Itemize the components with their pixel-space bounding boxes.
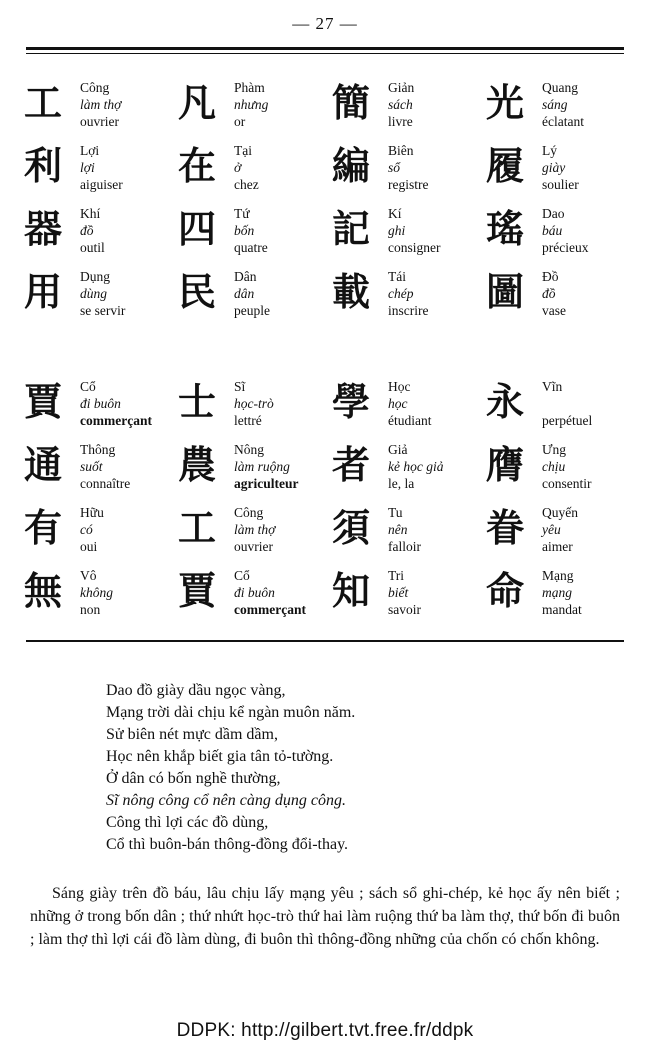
gloss — [80, 141, 123, 193]
french-translation: savoir — [388, 602, 421, 617]
vietnamese-meaning: không — [80, 585, 113, 600]
vietnamese-meaning: yêu — [542, 522, 561, 537]
vietnamese-meaning: giày — [542, 160, 566, 175]
vocab-entry — [178, 503, 332, 566]
page-number: — 27 — — [292, 14, 358, 33]
chinese-character: 賈 — [24, 380, 63, 424]
sino-vietnamese-reading: Kí — [388, 206, 402, 221]
french-translation: lettré — [234, 413, 262, 428]
gloss — [80, 267, 125, 319]
gloss — [388, 141, 428, 193]
sino-vietnamese-reading: Tri — [388, 568, 405, 583]
poem-line: Mạng trời dài chịu kể ngàn muôn năm. — [106, 704, 356, 721]
sino-vietnamese-reading: Học — [388, 379, 411, 394]
vietnamese-meaning: bốn — [234, 223, 255, 238]
vietnamese-meaning: ghi — [388, 223, 406, 238]
chinese-character: 學 — [332, 380, 371, 424]
vocab-entry — [24, 440, 178, 503]
chinese-character: 工 — [178, 506, 217, 550]
french-translation: vase — [542, 303, 566, 318]
chinese-character: 通 — [24, 443, 63, 487]
vocab-entry — [24, 503, 178, 566]
vocab-entry — [24, 141, 178, 204]
french-translation: aimer — [542, 539, 573, 554]
vocab-entry — [332, 440, 486, 503]
sino-vietnamese-reading: Tu — [388, 505, 403, 520]
vocab-entry — [178, 267, 332, 330]
sino-vietnamese-reading: Quyến — [542, 505, 578, 520]
french-translation: peuple — [234, 303, 270, 318]
vocab-entry — [486, 503, 640, 566]
gloss — [388, 440, 443, 492]
gloss — [388, 377, 432, 429]
vietnamese-meaning: làm thợ — [234, 522, 276, 537]
vocab-entry — [178, 204, 332, 267]
french-translation: falloir — [388, 539, 421, 554]
gloss — [542, 78, 584, 130]
chinese-character: 用 — [24, 270, 63, 314]
vietnamese-meaning: sổ — [388, 160, 401, 175]
gloss — [80, 503, 104, 555]
vocab-block-2 — [24, 377, 634, 629]
sino-vietnamese-reading: Sĩ — [234, 379, 246, 394]
vocab-entry — [332, 377, 486, 440]
vietnamese-meaning: suốt — [80, 459, 103, 474]
chinese-character: 履 — [486, 144, 525, 188]
vietnamese-meaning: lợi — [80, 160, 95, 175]
vietnamese-meaning: chịu — [542, 459, 566, 474]
gloss — [542, 204, 588, 256]
french-translation: inscrire — [388, 303, 429, 318]
sino-vietnamese-reading: Tứ — [234, 206, 250, 221]
chinese-character: 有 — [24, 506, 63, 550]
chinese-character: 載 — [332, 270, 371, 314]
poem-line: Học nên khắp biết gia tân tỏ-tường. — [106, 748, 334, 765]
chinese-character: 記 — [332, 207, 371, 251]
chinese-character: 永 — [486, 380, 525, 424]
top-rule-thin — [26, 53, 624, 54]
chinese-character: 利 — [24, 144, 63, 188]
commentary-paragraph: Sáng giày trên đồ báu, lâu chịu lấy mạng yêu ; sách sổ ghi-chép, kẻ học ấy nên biết ; những ở trong bốn dân ; thứ nhứt học-trò thứ hai làm ruộng thứ ba làm thợ, thứ bốn đi buôn ; làm thợ thì lợi cái đồ làm dùng, đi buôn thì thông-đồng những của chốn có chốn không. — [30, 885, 620, 948]
vocab-entry — [178, 78, 332, 141]
sino-vietnamese-reading: Biên — [388, 143, 414, 158]
french-translation: consentir — [542, 476, 592, 491]
gloss — [542, 377, 592, 429]
gloss — [388, 78, 414, 130]
french-translation: ouvrier — [80, 114, 119, 129]
french-translation: connaître — [80, 476, 131, 491]
vietnamese-meaning: đồ — [80, 223, 94, 238]
vocab-entry — [24, 78, 178, 141]
sino-vietnamese-reading: Cổ — [80, 379, 96, 394]
poem — [106, 680, 355, 856]
vocab-entry — [486, 78, 640, 141]
vocab-entry — [486, 267, 640, 330]
vietnamese-meaning: sáng — [542, 97, 568, 112]
gloss — [234, 141, 259, 193]
gloss — [542, 503, 578, 555]
gloss — [234, 267, 270, 319]
sino-vietnamese-reading: Nông — [234, 442, 264, 457]
sino-vietnamese-reading: Thông — [80, 442, 116, 457]
chinese-character: 命 — [486, 569, 525, 613]
french-translation: soulier — [542, 177, 579, 192]
vocab-entry — [178, 566, 332, 629]
sino-vietnamese-reading: Đồ — [542, 269, 559, 284]
french-translation: se servir — [80, 303, 126, 318]
vocab-entry — [24, 204, 178, 267]
gloss — [234, 204, 268, 256]
vietnamese-meaning: chép — [388, 286, 414, 301]
sino-vietnamese-reading: Quang — [542, 80, 578, 95]
sino-vietnamese-reading: Cổ — [234, 568, 250, 583]
vietnamese-meaning: đi buôn — [234, 585, 275, 600]
gloss — [234, 78, 268, 130]
vocab-entry — [24, 267, 178, 330]
vietnamese-meaning: có — [80, 522, 93, 537]
vietnamese-meaning: mạng — [542, 585, 572, 600]
gloss — [388, 204, 440, 256]
vietnamese-meaning: học-trò — [234, 396, 274, 411]
gloss — [542, 440, 592, 492]
vocab-block-1 — [24, 78, 634, 330]
gloss — [80, 566, 113, 618]
sino-vietnamese-reading: Mạng — [542, 568, 574, 583]
chinese-character: 膺 — [486, 443, 525, 487]
chinese-character: 在 — [178, 144, 217, 188]
french-translation: livre — [388, 114, 413, 129]
gloss — [388, 267, 428, 319]
vietnamese-meaning: đồ — [542, 286, 556, 301]
chinese-character: 工 — [24, 81, 63, 125]
french-translation: registre — [388, 177, 429, 192]
chinese-character: 須 — [332, 506, 371, 550]
footer-url: DDPK: http://gilbert.tvt.free.fr/ddpk — [176, 1020, 474, 1041]
middle-rule — [26, 640, 624, 642]
french-translation: commerçant — [80, 413, 152, 428]
sino-vietnamese-reading: Lý — [542, 143, 557, 158]
gloss — [234, 566, 306, 618]
chinese-character: 凡 — [178, 81, 217, 125]
vocab-entry — [24, 566, 178, 629]
chinese-character: 士 — [178, 380, 217, 424]
vietnamese-meaning: nên — [388, 522, 408, 537]
vocab-entry — [486, 566, 640, 629]
chinese-character: 者 — [332, 443, 371, 487]
gloss — [388, 566, 421, 618]
french-translation: mandat — [542, 602, 582, 617]
poem-line: Sĩ nông công cổ nên càng dụng công. — [106, 792, 346, 809]
vietnamese-meaning: đi buôn — [80, 396, 121, 411]
poem-line: Sử biên nét mực dầm dầm, — [106, 726, 278, 743]
vietnamese-meaning: báu — [542, 223, 563, 238]
vietnamese-meaning: sách — [388, 97, 413, 112]
french-translation: outil — [80, 240, 105, 255]
french-translation: perpétuel — [542, 413, 593, 428]
sino-vietnamese-reading: Dụng — [80, 269, 110, 284]
vietnamese-meaning: nhưng — [234, 97, 269, 112]
chinese-character: 四 — [178, 207, 217, 251]
gloss — [234, 377, 274, 429]
gloss — [80, 78, 121, 130]
chinese-character: 眷 — [486, 506, 525, 550]
vocab-entry — [332, 566, 486, 629]
gloss — [234, 503, 275, 555]
french-translation: précieux — [542, 240, 589, 255]
chinese-character: 瑤 — [486, 207, 525, 251]
french-translation: le, la — [388, 476, 415, 491]
vocab-entry — [332, 78, 486, 141]
vocab-entry — [178, 141, 332, 204]
chinese-character: 無 — [24, 569, 63, 613]
chinese-character: 器 — [24, 207, 63, 251]
vocab-entry — [178, 377, 332, 440]
sino-vietnamese-reading: Tái — [388, 269, 406, 284]
poem-line: Ở dân có bốn nghề thường, — [106, 770, 281, 787]
sino-vietnamese-reading: Dân — [234, 269, 257, 284]
vocab-entry — [178, 440, 332, 503]
french-translation: oui — [80, 539, 98, 554]
poem-line: Công thì lợi các đồ dùng, — [106, 814, 269, 831]
gloss — [542, 141, 579, 193]
gloss — [80, 204, 105, 256]
vocab-entry — [486, 440, 640, 503]
chinese-character: 賈 — [178, 569, 217, 613]
vocab-entry — [332, 204, 486, 267]
chinese-character: 簡 — [332, 81, 371, 125]
sino-vietnamese-reading: Dao — [542, 206, 565, 221]
vietnamese-meaning: ở — [234, 160, 242, 175]
vocab-entry — [24, 377, 178, 440]
sino-vietnamese-reading: Vô — [80, 568, 97, 583]
sino-vietnamese-reading: Vĩn — [542, 379, 563, 394]
gloss — [234, 440, 298, 492]
french-translation: agriculteur — [234, 476, 299, 491]
sino-vietnamese-reading: Hữu — [80, 505, 104, 520]
gloss — [80, 440, 130, 492]
french-translation: ouvrier — [234, 539, 273, 554]
chinese-character: 知 — [332, 569, 371, 613]
gloss — [542, 566, 582, 618]
vietnamese-meaning — [542, 395, 592, 412]
sino-vietnamese-reading: Phàm — [234, 80, 265, 95]
french-translation: consigner — [388, 240, 441, 255]
chinese-character: 農 — [178, 443, 217, 487]
french-translation: non — [80, 602, 101, 617]
sino-vietnamese-reading: Tại — [234, 143, 252, 158]
chinese-character: 編 — [332, 144, 371, 188]
gloss — [542, 267, 566, 319]
french-translation: quatre — [234, 240, 268, 255]
french-translation: aiguiser — [80, 177, 123, 192]
vietnamese-meaning: làm ruộng — [234, 459, 290, 474]
vocab-grid-2 — [24, 377, 634, 629]
vietnamese-meaning: kẻ học giả — [388, 459, 444, 474]
top-rule-thick — [26, 47, 624, 50]
sino-vietnamese-reading: Lợi — [80, 143, 100, 158]
sino-vietnamese-reading: Giản — [388, 80, 415, 95]
vietnamese-meaning: dùng — [80, 286, 107, 301]
french-translation: éclatant — [542, 114, 584, 129]
vocab-entry — [332, 503, 486, 566]
sino-vietnamese-reading: Khí — [80, 206, 101, 221]
vocab-grid-1 — [24, 78, 634, 330]
vietnamese-meaning: học — [388, 396, 408, 411]
gloss — [80, 377, 152, 429]
vietnamese-meaning: dân — [234, 286, 255, 301]
chinese-character: 光 — [486, 81, 525, 125]
vocab-entry — [332, 267, 486, 330]
poem-line: Cổ thì buôn-bán thông-đồng đổi-thay. — [106, 836, 349, 853]
chinese-character: 圖 — [486, 270, 525, 314]
chinese-character: 民 — [178, 270, 217, 314]
vocab-entry — [486, 204, 640, 267]
poem-line: Dao đồ giày dầu ngọc vàng, — [106, 682, 286, 699]
french-translation: étudiant — [388, 413, 432, 428]
french-translation: chez — [234, 177, 259, 192]
vocab-entry — [486, 377, 640, 440]
vietnamese-meaning: làm thợ — [80, 97, 122, 112]
vietnamese-meaning: biết — [388, 585, 409, 600]
gloss — [388, 503, 421, 555]
sino-vietnamese-reading: Công — [234, 505, 264, 520]
sino-vietnamese-reading: Ưng — [542, 442, 566, 457]
french-translation: or — [234, 114, 246, 129]
vocab-entry — [332, 141, 486, 204]
sino-vietnamese-reading: Giả — [388, 442, 408, 457]
sino-vietnamese-reading: Công — [80, 80, 110, 95]
vocab-entry — [486, 141, 640, 204]
french-translation: commerçant — [234, 602, 306, 617]
